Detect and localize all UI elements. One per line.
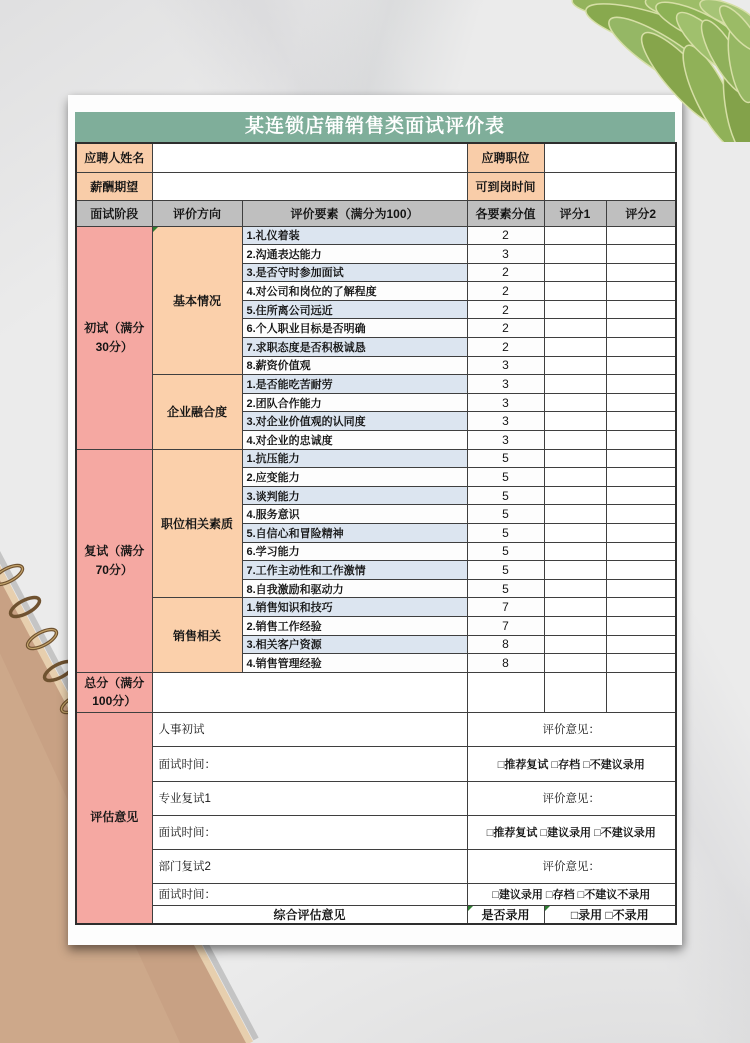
points-cell: 5 <box>467 486 544 505</box>
score1-cell[interactable] <box>544 654 606 673</box>
score1-cell[interactable] <box>544 282 606 301</box>
score2-cell[interactable] <box>606 598 676 617</box>
stage-cell-second-interview: 复试（满分70分） <box>76 449 152 672</box>
score1-cell[interactable] <box>544 616 606 635</box>
salary-label: 薪酬期望 <box>76 172 152 200</box>
score2-cell[interactable] <box>606 486 676 505</box>
factor-cell: 6.学习能力 <box>242 542 467 561</box>
factor-cell: 7.工作主动性和工作激情 <box>242 561 467 580</box>
factor-cell: 3.谈判能力 <box>242 486 467 505</box>
score1-cell[interactable] <box>544 412 606 431</box>
col-header-score1: 评分1 <box>544 200 606 226</box>
score2-cell[interactable] <box>606 449 676 468</box>
eval-interview-time[interactable]: 面试时间： <box>152 883 467 905</box>
eval-checkbox-options[interactable]: □推荐复试 □存档 □不建议录用 <box>467 746 676 781</box>
score2-cell[interactable] <box>606 226 676 245</box>
score1-cell[interactable] <box>544 505 606 524</box>
points-cell: 5 <box>467 542 544 561</box>
factor-cell: 2.沟通表达能力 <box>242 245 467 264</box>
position-input[interactable] <box>544 143 676 172</box>
points-cell: 2 <box>467 282 544 301</box>
score1-cell[interactable] <box>544 431 606 450</box>
score2-cell[interactable] <box>606 393 676 412</box>
stage-cell-first-interview: 初试（满分30分） <box>76 226 152 449</box>
points-cell: 3 <box>467 431 544 450</box>
col-header-stage: 面试阶段 <box>76 200 152 226</box>
score1-cell[interactable] <box>544 319 606 338</box>
points-cell: 3 <box>467 412 544 431</box>
factor-cell: 2.销售工作经验 <box>242 616 467 635</box>
total-score-label: 总分（满分100分） <box>76 672 152 712</box>
arrival-input[interactable] <box>544 172 676 200</box>
factor-cell: 3.对企业价值观的认同度 <box>242 412 467 431</box>
form-title: 某连锁店铺销售类面试评价表 <box>75 112 675 142</box>
score2-cell[interactable] <box>606 356 676 375</box>
score1-cell[interactable] <box>544 300 606 319</box>
points-cell: 3 <box>467 375 544 394</box>
points-cell: 3 <box>467 245 544 264</box>
salary-input[interactable] <box>152 172 467 200</box>
factor-cell: 8.薪资价值观 <box>242 356 467 375</box>
eval-interview-time[interactable]: 面试时间： <box>152 746 467 781</box>
score2-cell[interactable] <box>606 579 676 598</box>
points-cell: 3 <box>467 393 544 412</box>
points-cell: 2 <box>467 300 544 319</box>
score2-cell[interactable] <box>606 338 676 357</box>
points-cell: 2 <box>467 319 544 338</box>
score2-cell[interactable] <box>606 263 676 282</box>
hire-or-not-label: 是否录用 <box>467 905 544 924</box>
evaluation-table <box>75 142 677 925</box>
score1-cell[interactable] <box>544 598 606 617</box>
points-cell: 8 <box>467 654 544 673</box>
total-score1-cell[interactable] <box>544 672 606 712</box>
points-cell: 8 <box>467 635 544 654</box>
col-header-points: 各要素分值 <box>467 200 544 226</box>
score2-cell[interactable] <box>606 431 676 450</box>
factor-cell: 1.是否能吃苦耐劳 <box>242 375 467 394</box>
score2-cell[interactable] <box>606 505 676 524</box>
eval-opinion-cell[interactable]: 评价意见： <box>467 849 676 883</box>
eval-dept-second-interview-2[interactable]: 部门复试2 <box>152 849 467 883</box>
position-label: 应聘职位 <box>467 143 544 172</box>
group-cell-company-fit: 企业融合度 <box>152 375 242 449</box>
factor-cell: 4.对企业的忠诚度 <box>242 431 467 450</box>
total-points-cell[interactable] <box>467 672 544 712</box>
total-score2-cell[interactable] <box>606 672 676 712</box>
evaluation-form-sheet <box>68 95 682 945</box>
score1-cell[interactable] <box>544 449 606 468</box>
score1-cell[interactable] <box>544 338 606 357</box>
score2-cell[interactable] <box>606 375 676 394</box>
points-cell: 2 <box>467 226 544 245</box>
factor-cell: 4.对公司和岗位的了解程度 <box>242 282 467 301</box>
hire-checkbox-options[interactable]: □录用 □不录用 <box>544 905 676 924</box>
score1-cell[interactable] <box>544 226 606 245</box>
factor-cell: 2.团队合作能力 <box>242 393 467 412</box>
group-cell-basic: 基本情况 <box>152 226 242 375</box>
points-cell: 7 <box>467 598 544 617</box>
points-cell: 5 <box>467 524 544 543</box>
factor-cell: 6.个人职业目标是否明确 <box>242 319 467 338</box>
score2-cell[interactable] <box>606 245 676 264</box>
score1-cell[interactable] <box>544 375 606 394</box>
eval-pro-second-interview-1[interactable]: 专业复试1 <box>152 781 467 815</box>
eval-hr-first-interview[interactable]: 人事初试 <box>152 712 467 746</box>
points-cell: 5 <box>467 449 544 468</box>
points-cell: 5 <box>467 505 544 524</box>
eval-checkbox-options[interactable]: □推荐复试 □建议录用 □不建议录用 <box>467 815 676 849</box>
score1-cell[interactable] <box>544 486 606 505</box>
factor-cell: 8.自我激励和驱动力 <box>242 579 467 598</box>
factor-cell: 5.自信心和冒险精神 <box>242 524 467 543</box>
factor-cell: 4.服务意识 <box>242 505 467 524</box>
eval-opinion-cell[interactable]: 评价意见： <box>467 781 676 815</box>
score1-cell[interactable] <box>544 635 606 654</box>
col-header-factor: 评价要素（满分为100） <box>242 200 467 226</box>
score1-cell[interactable] <box>544 524 606 543</box>
points-cell: 5 <box>467 468 544 487</box>
score1-cell[interactable] <box>544 579 606 598</box>
score2-cell[interactable] <box>606 542 676 561</box>
overall-evaluation-label: 综合评估意见 <box>152 905 467 924</box>
score1-cell[interactable] <box>544 393 606 412</box>
points-cell: 5 <box>467 579 544 598</box>
group-cell-job-quality: 职位相关素质 <box>152 449 242 598</box>
factor-cell: 5.住所离公司远近 <box>242 300 467 319</box>
score2-cell[interactable] <box>606 616 676 635</box>
score2-cell[interactable] <box>606 412 676 431</box>
total-score-input[interactable] <box>152 672 467 712</box>
points-cell: 2 <box>467 263 544 282</box>
factor-cell: 1.销售知识和技巧 <box>242 598 467 617</box>
score2-cell[interactable] <box>606 524 676 543</box>
points-cell: 5 <box>467 561 544 580</box>
score2-cell[interactable] <box>606 282 676 301</box>
factor-cell: 4.销售管理经验 <box>242 654 467 673</box>
score2-cell[interactable] <box>606 635 676 654</box>
score2-cell[interactable] <box>606 654 676 673</box>
eval-interview-time[interactable]: 面试时间： <box>152 815 467 849</box>
points-cell: 7 <box>467 616 544 635</box>
col-header-score2: 评分2 <box>606 200 676 226</box>
factor-cell: 3.相关客户资源 <box>242 635 467 654</box>
score1-cell[interactable] <box>544 468 606 487</box>
score2-cell[interactable] <box>606 468 676 487</box>
score2-cell[interactable] <box>606 300 676 319</box>
eval-opinion-cell[interactable]: 评价意见： <box>467 712 676 746</box>
evaluation-section-label: 评估意见 <box>76 712 152 924</box>
eval-checkbox-options[interactable]: □建议录用 □存档 □不建议不录用 <box>467 883 676 905</box>
score2-cell[interactable] <box>606 561 676 580</box>
score1-cell[interactable] <box>544 542 606 561</box>
factor-cell: 1.抗压能力 <box>242 449 467 468</box>
succulent-plant <box>535 0 750 142</box>
points-cell: 2 <box>467 338 544 357</box>
col-header-direction: 评价方向 <box>152 200 242 226</box>
applicant-name-input[interactable] <box>152 143 467 172</box>
score1-cell[interactable] <box>544 561 606 580</box>
factor-cell: 3.是否守时参加面试 <box>242 263 467 282</box>
score1-cell[interactable] <box>544 263 606 282</box>
factor-cell: 1.礼仪着装 <box>242 226 467 245</box>
arrival-label: 可到岗时间 <box>467 172 544 200</box>
applicant-name-label: 应聘人姓名 <box>76 143 152 172</box>
factor-cell: 7.求职态度是否积极诚恳 <box>242 338 467 357</box>
points-cell: 3 <box>467 356 544 375</box>
factor-cell: 2.应变能力 <box>242 468 467 487</box>
group-cell-sales: 销售相关 <box>152 598 242 672</box>
score2-cell[interactable] <box>606 319 676 338</box>
score1-cell[interactable] <box>544 245 606 264</box>
score1-cell[interactable] <box>544 356 606 375</box>
